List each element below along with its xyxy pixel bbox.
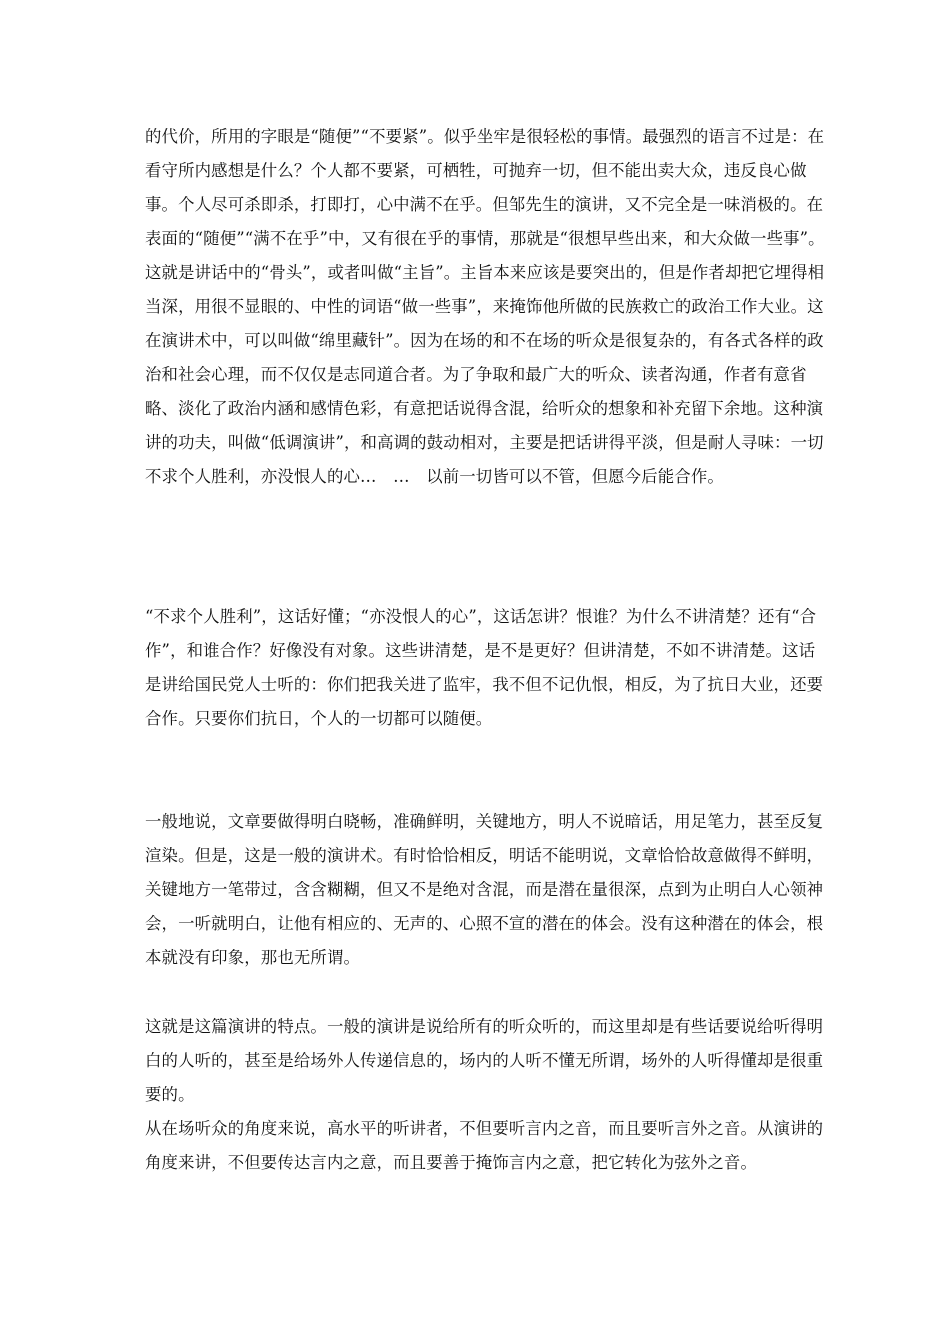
paragraph-5: 从在场听众的角度来说，高水平的听讲者，不但要听言内之音，而且要听言外之音。从演讲的角度来讲，不但要传达言内之意，而且要善于掩饰言内之意，把它转化为弦外之音。 [145,1119,824,1172]
paragraph-1: 的代价，所用的字眼是“随便”“不要紧”。似乎坐牢是很轻松的事情。最强烈的语言不过是：在看守所内感想是什么？个人都不要紧，可栖牲，可抛弃一切，但不能出卖大众，违反良心做事。个人尽可杀即杀，打即打，心中满不在乎。但邹先生的演讲，又不完全是一味消极的。在表面的“随便”“满不在乎”中，又有很在乎的事情，那就是“很想早些出来，和大众做一些事”。这就是讲话中的“骨头”，或者叫做“主旨”。主旨本来应该是要突出的，但是作者却把它埋得相当深，用很不显眼的、中性的词语“做一些事”，来掩饰他所做的民族救亡的政治工作大业。这在演讲术中，可以叫做“绵里藏针”。因为在场的和不在场的听众是很复杂的，有各式各样的政治和社会心理，而不仅仅是志同道合者。为了争取和最广大的听众、读者沟通，作者有意省略、淡化了政治内涵和感情色彩，有意把话说得含混，给听众的想象和补充留下余地。这种演讲的功夫，叫做“低调演讲”，和高调的鼓动相对，主要是把话讲得平淡，但是耐人寻味：一切不求个人胜利，亦没恨人的心… … 以前一切皆可以不管，但愿今后能合作。 [145,127,825,486]
paragraph-2: “不求个人胜利”，这话好懂；“亦没恨人的心”，这话怎讲？恨谁？为什么不讲清楚？还有“合作”，和谁合作？好像没有对象。这些讲清楚，是不是更好？但讲清楚，不如不讲清楚。这话是讲给国民党人士听的：你们把我关进了监牢，我不但不记仇恨，相反，为了抗日大业，还要合作。只要你们抗日，个人的一切都可以随便。 [145,607,824,728]
paragraph-4: 这就是这篇演讲的特点。一般的演讲是说给所有的听众听的，而这里却是有些话要说给听得明白的人听的，甚至是给场外人传递信息的，场内的人听不懂无所谓，场外的人听得懂却是很重要的。 [145,1017,824,1104]
paragraph-3: 一般地说，文章要做得明白晓畅，准确鲜明，关键地方，明人不说暗话，用足笔力，甚至反复渲染。但是，这是一般的演讲术。有时恰恰相反，明话不能明说，文章恰恰故意做得不鲜明，关键地方一笔带过，含含糊糊，但又不是绝对含混，而是潜在量很深，点到为止明白人心领神会，一听就明白，让他有相应的、无声的、心照不宣的潜在的体会。没有这种潜在的体会，根本就没有印象，那也无所谓。 [145,812,824,967]
